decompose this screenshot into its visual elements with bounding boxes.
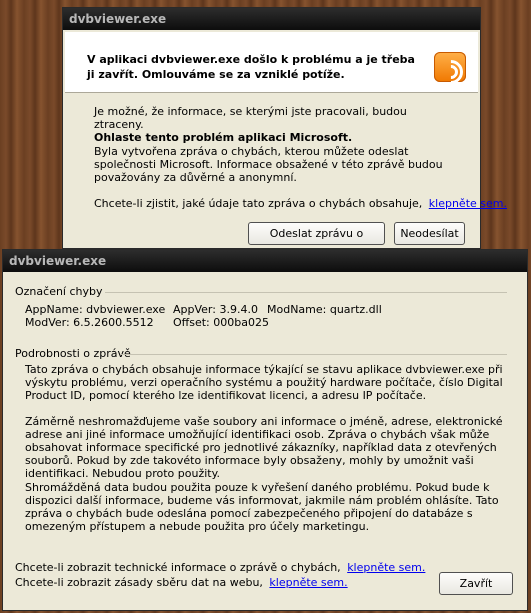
details-divider: [121, 354, 507, 355]
details-heading: Podrobnosti o zprávě: [15, 347, 131, 360]
app-name: AppName: dvbviewer.exe: [25, 303, 166, 316]
details-paragraph-1: Tato zpráva o chybách obsahuje informace týkající se stavu aplikace dvbviewer.exe při výskytu problému, verzi operačního systému a použitý hardware počítače, číslo Digital Product ID, pomocí kterého lze identifikovat licenci, a adresu IP počítače.: [25, 363, 503, 402]
error-report-logo-icon: [434, 52, 466, 82]
dont-send-button[interactable]: Neodesílat: [394, 222, 465, 245]
error-details-dialog: [3, 250, 527, 610]
policy-line: [15, 576, 348, 589]
dialog-title[interactable]: dvbviewer.exe: [63, 8, 480, 30]
details-prompt: Chcete-li zjistit, jaké údaje tato zpráva o chybách obsahuje,: [94, 197, 423, 210]
report-text: Byla vytvořena zpráva o chybách, kterou můžete odeslat společnosti Microsoft. Informace obsažené v této zprávě budou považovány za důvěrné a anonymní.: [94, 145, 443, 184]
policy-prompt: Chcete-li zobrazit zásady sběru dat na webu,: [15, 576, 263, 589]
policy-link[interactable]: klepněte sem.: [269, 576, 348, 589]
mod-ver: ModVer: 6.5.2600.5512: [25, 316, 154, 329]
send-report-button[interactable]: Odeslat zprávu o: [248, 222, 385, 245]
close-button[interactable]: Zavřít: [439, 572, 513, 595]
signature-heading: Označení chyby: [15, 285, 103, 298]
tech-info-link[interactable]: klepněte sem.: [347, 561, 426, 574]
error-report-dialog: [63, 8, 507, 248]
details-paragraph-3: Shromážděná data budou použita pouze k vyřešení daného problému. Pokud bude k dispozici další informace, budeme vás informovat, jakmile nám problém ohlásíte. Tato zpráva o chybách bude odeslána pomocí zabezpečeného připojení do databáze s omezeným přístupem a nebude použita pro účely marketingu.: [25, 481, 499, 533]
report-heading: Ohlaste tento problém aplikaci Microsoft.: [94, 131, 353, 144]
info-text: Je možné, že informace, se kterými jste pracovali, budou ztraceny.: [94, 105, 407, 131]
header-message: V aplikaci dvbviewer.exe došlo k problému a je třeba ji zavřít. Omlouváme se za vzniklé potíže.: [87, 53, 415, 81]
details-link[interactable]: klepněte sem.: [428, 197, 507, 210]
dialog-header: [65, 32, 478, 93]
signature-divider: [105, 292, 507, 293]
details-paragraph-2: Záměrně neshromažďujeme vaše soubory ani informace o jméně, adrese, elektronické adrese ani jiné informace umožňující identifikaci osob. Zpráva o chybách však může obsahovat informace specifické pro jednotlivé zákazníky, například data z otevřených souborů. Pokud by zde takovéto informace byly obsaženy, mohly by umožnit vaši identifikaci. Nebudou proto použity.: [25, 415, 503, 480]
offset: Offset: 000ba025: [173, 316, 269, 329]
tech-info-prompt: Chcete-li zobrazit technické informace o zprávě o chybách,: [15, 561, 341, 574]
dialog-body: [65, 93, 507, 246]
tech-info-line: [15, 561, 425, 574]
details-dialog-body: [5, 274, 525, 608]
mod-name: ModName: quartz.dll: [267, 303, 382, 316]
details-dialog-title[interactable]: dvbviewer.exe: [3, 250, 527, 272]
details-line: [94, 197, 507, 210]
app-ver: AppVer: 3.9.4.0: [173, 303, 258, 316]
